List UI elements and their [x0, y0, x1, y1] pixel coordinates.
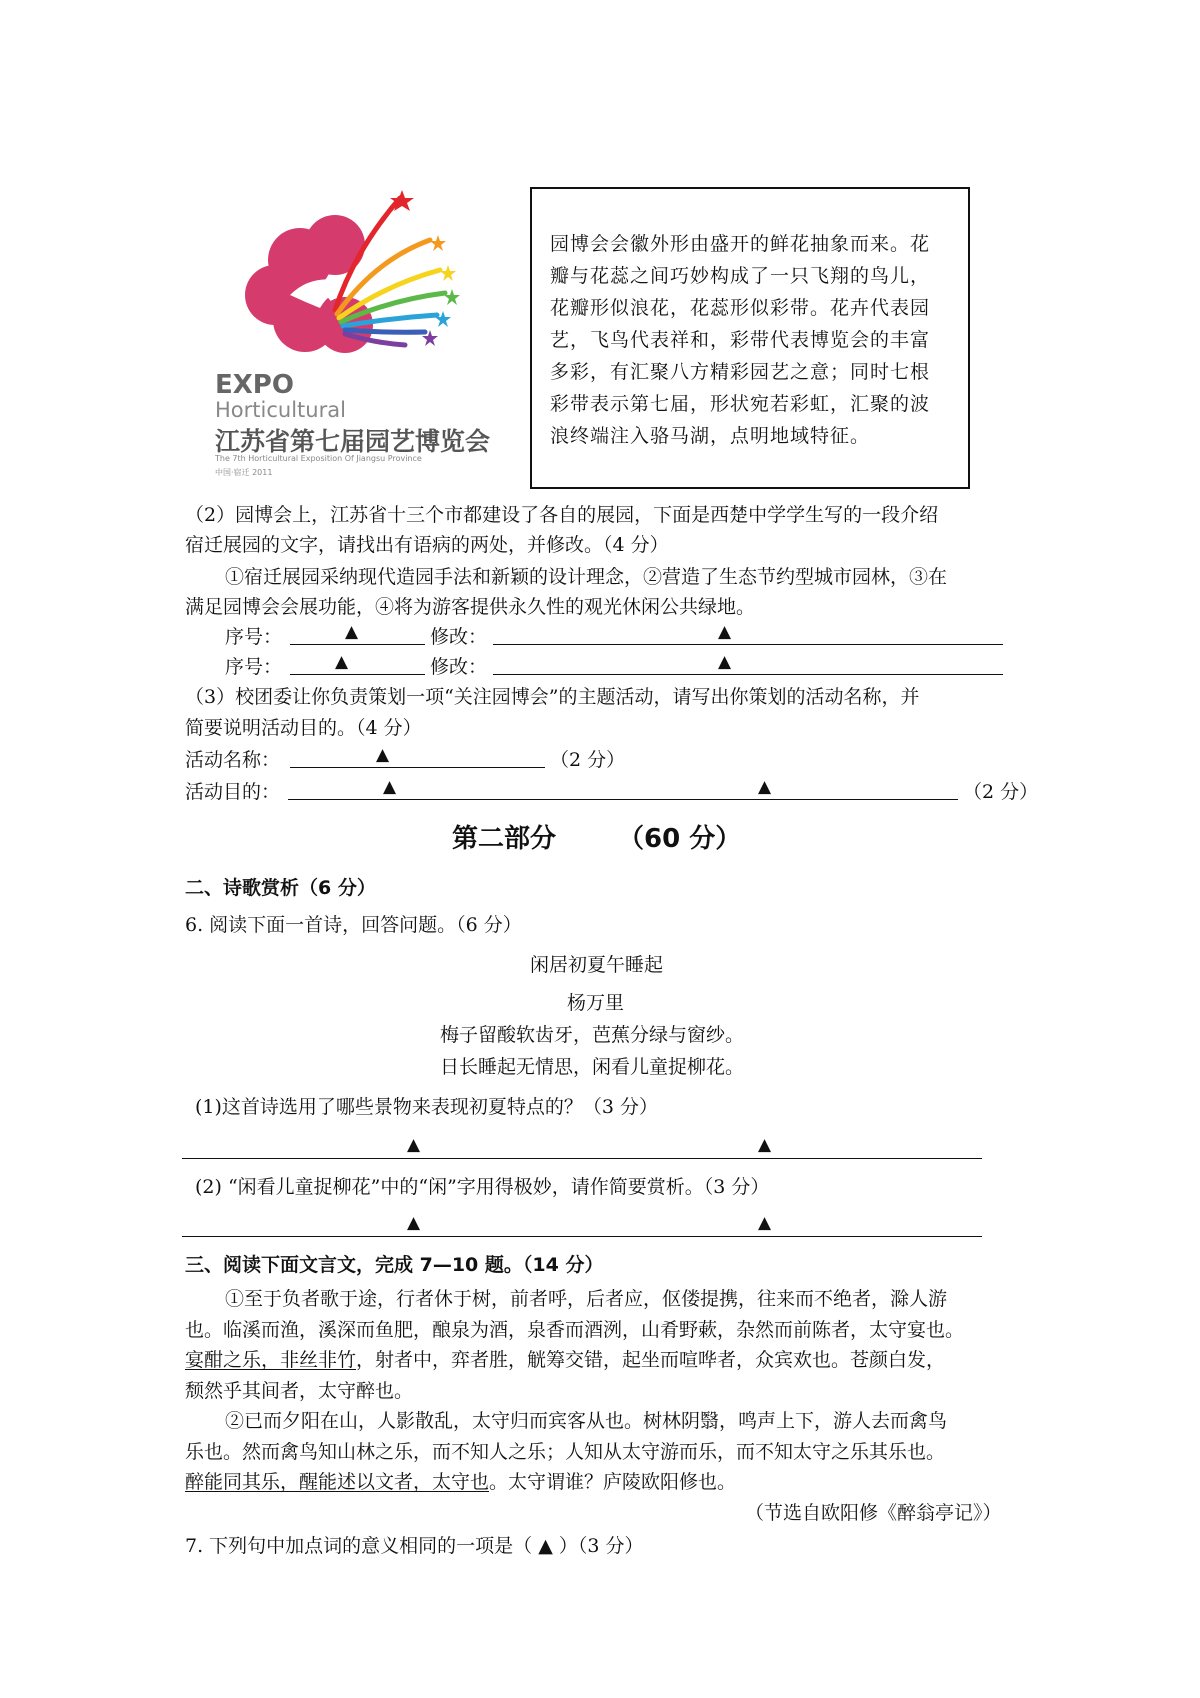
q2-seq-label-1: 序号： [225, 626, 283, 648]
q3-name-label: 活动名称： [185, 749, 281, 771]
q2-seq-blank-1[interactable] [290, 644, 425, 645]
q6-sub2-answer-line[interactable] [182, 1236, 982, 1237]
answer-mark-icon: ▲ [345, 622, 359, 642]
box-line-2: 瓣与花蕊之间巧妙构成了一只飞翔的鸟儿， [550, 265, 931, 287]
answer-mark-icon: ▲ [407, 1213, 421, 1233]
expo-logo [205, 190, 491, 480]
q2-fix-blank-1[interactable] [493, 644, 1003, 645]
passage-p2-line-2: 乐也。然而禽鸟知山林之乐，而不知人之乐；人知从太守游而乐，而不知太守之乐其乐也。 [185, 1441, 946, 1463]
q2-seq-label-2: 序号： [225, 656, 283, 678]
emblem-description-box [530, 187, 970, 489]
expo-emblem-icon [205, 190, 485, 370]
box-line-7: 浪终端注入骆马湖，点明地域特征。 [550, 425, 871, 447]
logo-english-subtitle: The 7th Horticultural Exposition Of Jiangsu Province [215, 454, 422, 463]
q3-line-1: （3）校团委让你负责策划一项“关注园博会”的主题活动，请写出你策划的活动名称，并 [185, 686, 920, 708]
q7-prompt: 7. 下列句中加点词的意义相同的一项是（ ▲ ）（3 分） [185, 1535, 644, 1557]
answer-mark-icon: ▲ [758, 1213, 772, 1233]
logo-expo-text: EXPO [215, 370, 294, 400]
q2-fix-blank-2[interactable] [493, 674, 1003, 675]
answer-mark-icon: ▲ [718, 652, 732, 672]
q6-prompt: 6. 阅读下面一首诗，回答问题。（6 分） [185, 914, 522, 936]
answer-mark-icon: ▲ [758, 1135, 772, 1155]
q2-seq-blank-2[interactable] [290, 674, 425, 675]
q3-name-blank[interactable] [290, 767, 545, 768]
q3-purpose-score: （2 分） [963, 781, 1039, 803]
logo-horticultural-text: Horticultural [215, 398, 346, 422]
passage-p2-line-3 [185, 1467, 736, 1494]
logo-chinese-title: 江苏省第七届园艺博览会 [215, 427, 491, 456]
box-line-4: 艺，飞鸟代表祥和，彩带代表博览会的丰富 [550, 329, 931, 351]
section2-heading: 二、诗歌赏析（6 分） [185, 877, 376, 899]
q6-sub2: (2) “闲看儿童捉柳花”中的“闲”字用得极妙，请作简要赏析。（3 分） [195, 1176, 770, 1198]
passage-source: （节选自欧阳修《醉翁亭记》） [745, 1502, 1002, 1524]
poem-title: 闲居初夏午睡起 [530, 954, 664, 976]
q6-sub1-answer-line[interactable] [182, 1158, 982, 1159]
q2-line-4: 满足园博会会展功能，④将为游客提供永久性的观光休闲公共绿地。 [185, 596, 756, 618]
passage-p1-line-1: ①至于负者歌于途，行者休于树，前者呼，后者应，伛偻提携，往来而不绝者，滁人游 [225, 1288, 948, 1310]
box-line-5: 多彩，有汇聚八方精彩园艺之意；同时七根 [550, 361, 931, 383]
passage-p1-line-2: 也。临溪而渔，溪深而鱼肥，酿泉为酒，泉香而酒洌，山肴野蔌，杂然而前陈者，太守宴也。 [185, 1319, 965, 1341]
answer-mark-icon: ▲ [718, 622, 732, 642]
box-line-3: 花瓣形似浪花，花蕊形似彩带。花卉代表园 [550, 297, 931, 319]
passage-p2-line-1: ②已而夕阳在山，人影散乱，太守归而宾客从也。树林阴翳，鸣声上下，游人去而禽鸟 [225, 1410, 948, 1432]
passage-text: 。太守谓谁？庐陵欧阳修也。 [489, 1471, 737, 1493]
answer-mark-icon: ▲ [376, 745, 390, 765]
poem-line-2: 日长睡起无情思，闲看儿童捉柳花。 [440, 1056, 745, 1078]
part2-title: 第二部分 [452, 824, 557, 854]
passage-text: ，射者中，弈者胜，觥筹交错，起坐而喧哗者，众宾欢也。苍颜白发， [356, 1349, 946, 1371]
q3-name-score: （2 分） [550, 749, 626, 771]
q3-purpose-blank[interactable] [288, 799, 958, 800]
q6-sub1: (1)这首诗选用了哪些景物来表现初夏特点的？（3 分） [195, 1096, 659, 1118]
q2-line-1: （2）园博会上，江苏省十三个市都建设了各自的展园，下面是西楚中学学生写的一段介绍 [185, 504, 939, 526]
underlined-sentence: 醉能同其乐，醒能述以文者，太守也 [185, 1471, 490, 1493]
q2-line-2: 宿迁展园的文字，请找出有语病的两处，并修改。（4 分） [185, 534, 669, 556]
answer-mark-icon: ▲ [407, 1135, 421, 1155]
passage-p1-line-4: 颓然乎其间者，太守醉也。 [185, 1380, 414, 1402]
passage-p1-line-3 [185, 1345, 945, 1372]
box-line-1: 园博会会徽外形由盛开的鲜花抽象而来。花 [550, 233, 931, 255]
poem-author: 杨万里 [567, 992, 625, 1014]
q2-fix-label-1: 修改： [430, 626, 488, 648]
q2-line-3: ①宿迁展园采纳现代造园手法和新颖的设计理念，②营造了生态节约型城市园林，③在 [225, 566, 948, 588]
logo-location-year: 中国·宿迁 2011 [215, 468, 273, 477]
q3-line-2: 简要说明活动目的。（4 分） [185, 717, 422, 739]
q2-fix-label-2: 修改： [430, 656, 488, 678]
answer-mark-icon: ▲ [758, 777, 772, 797]
q3-purpose-label: 活动目的： [185, 781, 281, 803]
box-line-6: 彩带表示第七届，形状宛若彩虹，汇聚的波 [550, 393, 931, 415]
underlined-sentence: 宴酣之乐，非丝非竹 [185, 1349, 357, 1371]
section3-heading: 三、阅读下面文言文，完成 7—10 题。（14 分） [185, 1254, 604, 1276]
part2-score: （60 分） [618, 824, 742, 854]
answer-mark-icon: ▲ [335, 652, 349, 672]
answer-mark-icon: ▲ [383, 777, 397, 797]
poem-line-1: 梅子留酸软齿牙，芭蕉分绿与窗纱。 [440, 1024, 745, 1046]
